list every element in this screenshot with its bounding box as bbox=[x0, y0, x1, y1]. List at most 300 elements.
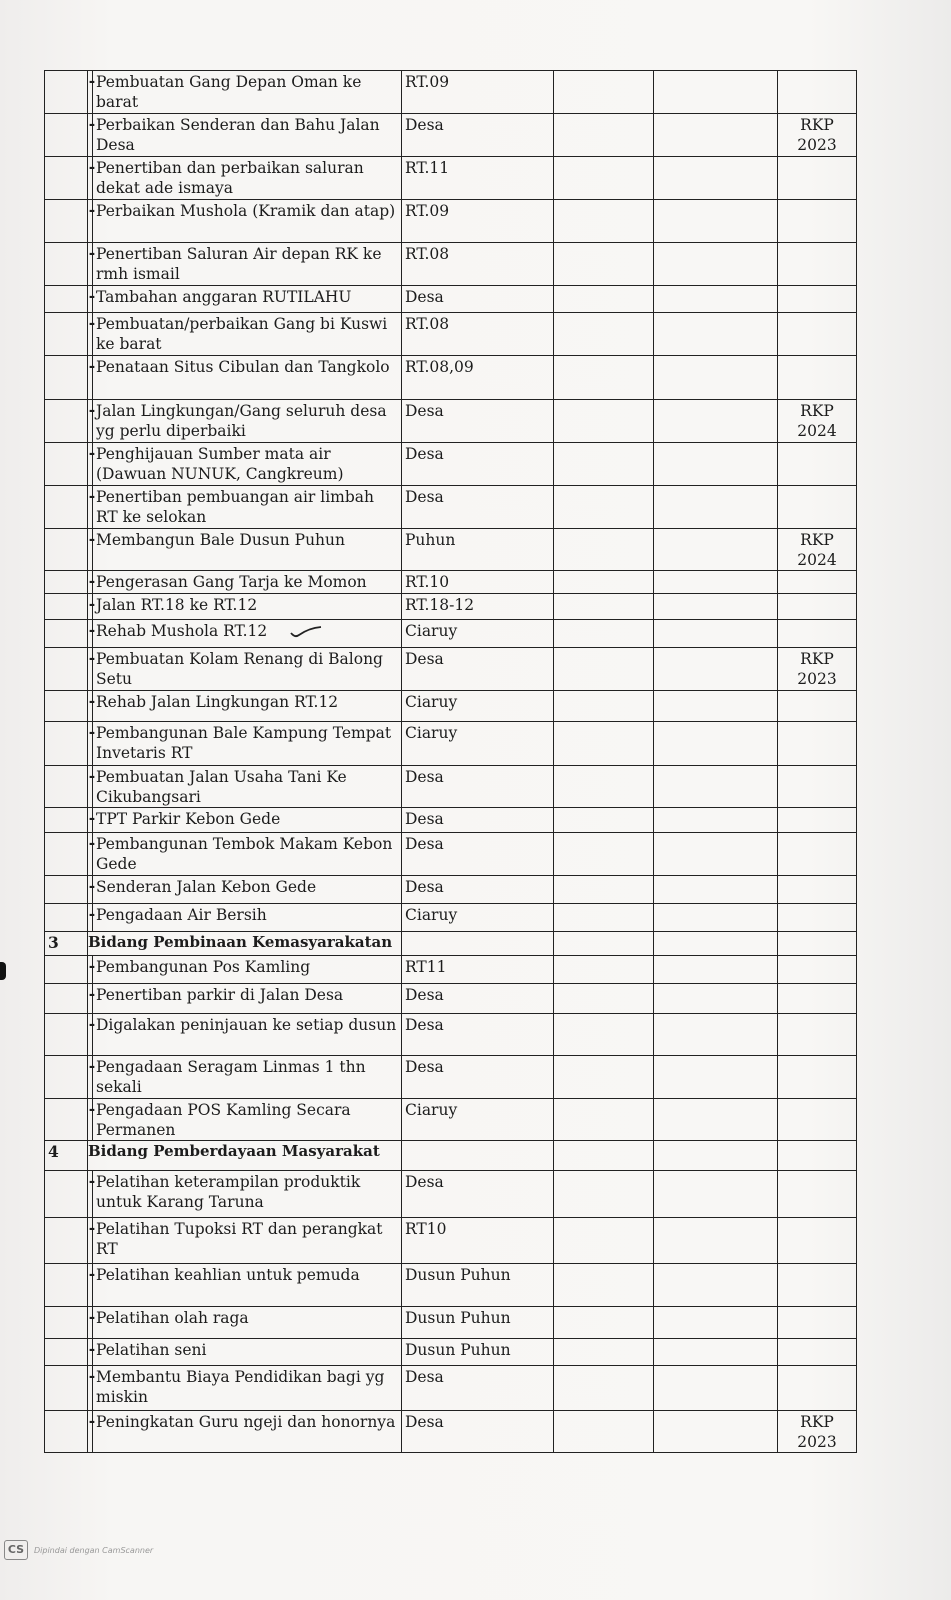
bullet-dash: - bbox=[88, 956, 96, 975]
bullet-dash: - bbox=[88, 876, 96, 895]
note-cell bbox=[778, 1366, 857, 1411]
activity-text: Pelatihan olah raga bbox=[96, 1309, 249, 1327]
empty-cell bbox=[554, 833, 654, 876]
number-cell bbox=[45, 400, 88, 443]
table-row bbox=[45, 648, 857, 691]
note-cell bbox=[778, 1056, 857, 1099]
empty-cell bbox=[554, 313, 654, 356]
activity-text: Pembangunan Tembok Makam Kebon Gede bbox=[96, 835, 393, 873]
location-cell: Desa bbox=[402, 876, 554, 904]
bullet-dash: - bbox=[88, 1171, 96, 1190]
empty-cell bbox=[654, 1307, 778, 1339]
activity-cell bbox=[93, 648, 402, 691]
number-cell bbox=[45, 722, 88, 766]
empty-cell bbox=[654, 313, 778, 356]
activity-text: Membangun Bale Dusun Puhun bbox=[96, 531, 346, 549]
note-cell bbox=[778, 1171, 857, 1218]
empty-cell bbox=[554, 1411, 654, 1453]
table-row bbox=[45, 1171, 857, 1218]
activity-text: Penertiban Saluran Air depan RK ke rmh ismail bbox=[96, 245, 382, 283]
empty-cell bbox=[554, 876, 654, 904]
section-row bbox=[45, 932, 857, 956]
number-cell bbox=[45, 1264, 88, 1307]
table-row bbox=[45, 71, 857, 114]
location-cell: Puhun bbox=[402, 529, 554, 571]
number-cell bbox=[45, 833, 88, 876]
number-cell bbox=[45, 1411, 88, 1453]
empty-cell bbox=[654, 71, 778, 114]
empty-cell bbox=[554, 1141, 654, 1171]
empty-cell bbox=[654, 620, 778, 648]
bullet-dash: - bbox=[88, 722, 96, 741]
bullet-dash: - bbox=[88, 594, 96, 613]
section-number: 3 bbox=[45, 932, 88, 956]
table-row bbox=[45, 486, 857, 529]
bullet-dash: - bbox=[88, 808, 96, 827]
number-cell bbox=[45, 984, 88, 1014]
empty-cell bbox=[554, 114, 654, 157]
activity-text: Jalan Lingkungan/Gang seluruh desa yg perlu diperbaiki bbox=[96, 402, 387, 440]
number-cell bbox=[45, 443, 88, 486]
activity-cell bbox=[93, 1171, 402, 1218]
activity-text: Digalakan peninjauan ke setiap dusun bbox=[96, 1016, 397, 1034]
table-row bbox=[45, 766, 857, 808]
empty-cell bbox=[654, 1141, 778, 1171]
note-cell bbox=[778, 243, 857, 286]
bullet-cell bbox=[88, 571, 96, 594]
note-cell: RKP 2023 bbox=[778, 1411, 857, 1453]
note-cell bbox=[778, 1014, 857, 1056]
table-row bbox=[45, 984, 857, 1014]
activity-text: Penertiban pembuangan air limbah RT ke selokan bbox=[96, 488, 375, 526]
activity-cell bbox=[93, 400, 402, 443]
empty-cell bbox=[654, 286, 778, 313]
table-row bbox=[45, 157, 857, 200]
empty-cell bbox=[554, 529, 654, 571]
note-cell bbox=[778, 571, 857, 594]
number-cell bbox=[45, 243, 88, 286]
empty-cell bbox=[654, 443, 778, 486]
activity-text: Pembuatan/perbaikan Gang bi Kuswi ke barat bbox=[96, 315, 388, 353]
note-cell: RKP 2023 bbox=[778, 114, 857, 157]
location-cell: RT.10 bbox=[402, 571, 554, 594]
empty-cell bbox=[554, 808, 654, 833]
note-cell bbox=[778, 71, 857, 114]
note-cell bbox=[778, 1141, 857, 1171]
activity-text: Pembuatan Kolam Renang di Balong Setu bbox=[96, 650, 383, 688]
section-title: Bidang Pembinaan Kemasyarakatan bbox=[88, 932, 402, 956]
empty-cell bbox=[554, 1171, 654, 1218]
note-cell bbox=[778, 1307, 857, 1339]
location-cell: Desa bbox=[402, 486, 554, 529]
bullet-dash: - bbox=[88, 114, 96, 133]
table-row bbox=[45, 114, 857, 157]
empty-cell bbox=[654, 571, 778, 594]
empty-cell bbox=[554, 1307, 654, 1339]
bullet-dash: - bbox=[88, 71, 96, 90]
location-cell: Ciaruy bbox=[402, 1099, 554, 1141]
table-row bbox=[45, 1014, 857, 1056]
location-cell: Ciaruy bbox=[402, 691, 554, 722]
activity-cell bbox=[93, 1014, 402, 1056]
table-row bbox=[45, 1339, 857, 1366]
location-cell: Dusun Puhun bbox=[402, 1339, 554, 1366]
table-row bbox=[45, 1307, 857, 1339]
table-row bbox=[45, 1099, 857, 1141]
table-row bbox=[45, 313, 857, 356]
activity-text: Penghijauan Sumber mata air (Dawuan NUNUK, Cangkreum) bbox=[96, 445, 344, 483]
activity-cell bbox=[93, 808, 402, 833]
number-cell bbox=[45, 594, 88, 620]
location-cell bbox=[402, 932, 554, 956]
number-cell bbox=[45, 766, 88, 808]
empty-cell bbox=[654, 722, 778, 766]
empty-cell bbox=[654, 648, 778, 691]
number-cell bbox=[45, 808, 88, 833]
note-cell bbox=[778, 486, 857, 529]
number-cell bbox=[45, 114, 88, 157]
empty-cell bbox=[554, 400, 654, 443]
note-cell bbox=[778, 904, 857, 932]
location-cell: Desa bbox=[402, 286, 554, 313]
location-cell: Desa bbox=[402, 1411, 554, 1453]
table-row bbox=[45, 1411, 857, 1453]
note-cell bbox=[778, 984, 857, 1014]
note-cell bbox=[778, 876, 857, 904]
activity-cell bbox=[93, 1056, 402, 1099]
location-cell: Dusun Puhun bbox=[402, 1264, 554, 1307]
activity-text: Pengerasan Gang Tarja ke Momon bbox=[96, 573, 367, 591]
empty-cell bbox=[654, 876, 778, 904]
bullet-dash: - bbox=[88, 486, 96, 505]
number-cell bbox=[45, 286, 88, 313]
empty-cell bbox=[554, 620, 654, 648]
bullet-dash: - bbox=[88, 356, 96, 375]
number-cell bbox=[45, 486, 88, 529]
empty-cell bbox=[554, 1099, 654, 1141]
bullet-dash: - bbox=[88, 904, 96, 923]
table-row bbox=[45, 356, 857, 400]
empty-cell bbox=[654, 356, 778, 400]
empty-cell bbox=[554, 766, 654, 808]
empty-cell bbox=[554, 356, 654, 400]
number-cell bbox=[45, 876, 88, 904]
activity-cell bbox=[93, 486, 402, 529]
activity-text: Pelatihan keahlian untuk pemuda bbox=[96, 1266, 360, 1284]
table-row bbox=[45, 400, 857, 443]
empty-cell bbox=[654, 157, 778, 200]
activity-cell bbox=[93, 876, 402, 904]
empty-cell bbox=[554, 71, 654, 114]
empty-cell bbox=[554, 286, 654, 313]
empty-cell bbox=[654, 594, 778, 620]
location-cell: RT.11 bbox=[402, 157, 554, 200]
number-cell bbox=[45, 1218, 88, 1264]
activity-cell bbox=[93, 691, 402, 722]
bullet-dash: - bbox=[88, 443, 96, 462]
activity-cell bbox=[93, 1366, 402, 1411]
section-number: 4 bbox=[45, 1141, 88, 1171]
bullet-dash: - bbox=[88, 1056, 96, 1075]
number-cell bbox=[45, 529, 88, 571]
location-cell: Desa bbox=[402, 114, 554, 157]
location-cell: Ciaruy bbox=[402, 904, 554, 932]
bullet-dash: - bbox=[88, 571, 96, 590]
activity-text: Penertiban parkir di Jalan Desa bbox=[96, 986, 344, 1004]
activity-text: Rehab Mushola RT.12 bbox=[96, 622, 268, 640]
empty-cell bbox=[654, 1218, 778, 1264]
note-cell bbox=[778, 833, 857, 876]
bullet-dash: - bbox=[88, 529, 96, 548]
empty-cell bbox=[554, 243, 654, 286]
empty-cell bbox=[654, 529, 778, 571]
activity-cell bbox=[93, 620, 402, 648]
empty-cell bbox=[654, 1339, 778, 1366]
bullet-dash: - bbox=[88, 1014, 96, 1033]
activity-text: Pembuatan Gang Depan Oman ke barat bbox=[96, 73, 362, 111]
note-cell: RKP 2023 bbox=[778, 648, 857, 691]
table-row bbox=[45, 1366, 857, 1411]
bullet-dash: - bbox=[88, 1264, 96, 1283]
note-cell bbox=[778, 157, 857, 200]
location-cell: RT.09 bbox=[402, 200, 554, 243]
punch-hole-mark bbox=[0, 962, 6, 980]
activity-cell bbox=[93, 71, 402, 114]
location-cell: Ciaruy bbox=[402, 620, 554, 648]
note-cell bbox=[778, 722, 857, 766]
number-cell bbox=[45, 620, 88, 648]
number-cell bbox=[45, 157, 88, 200]
number-cell bbox=[45, 200, 88, 243]
table-row bbox=[45, 286, 857, 313]
location-cell: Dusun Puhun bbox=[402, 1307, 554, 1339]
number-cell bbox=[45, 1014, 88, 1056]
bullet-dash: - bbox=[88, 286, 96, 305]
empty-cell bbox=[654, 932, 778, 956]
location-cell: Desa bbox=[402, 766, 554, 808]
bullet-dash: - bbox=[88, 766, 96, 785]
note-cell bbox=[778, 1218, 857, 1264]
activity-text: Jalan RT.18 ke RT.12 bbox=[96, 596, 258, 614]
location-cell: RT10 bbox=[402, 1218, 554, 1264]
activity-text: Peningkatan Guru ngeji dan honornya bbox=[96, 1413, 396, 1431]
activity-text: Pengadaan Seragam Linmas 1 thn sekali bbox=[96, 1058, 366, 1096]
bullet-dash: - bbox=[88, 984, 96, 1003]
activity-cell bbox=[93, 114, 402, 157]
activity-text: Pembuatan Jalan Usaha Tani Ke Cikubangsari bbox=[96, 768, 347, 806]
table-row bbox=[45, 571, 857, 594]
table-row bbox=[45, 620, 857, 648]
table-row bbox=[45, 1218, 857, 1264]
empty-cell bbox=[554, 157, 654, 200]
empty-cell bbox=[554, 443, 654, 486]
empty-cell bbox=[554, 200, 654, 243]
table-row bbox=[45, 1264, 857, 1307]
activity-text: Pengadaan POS Kamling Secara Permanen bbox=[96, 1101, 351, 1139]
empty-cell bbox=[554, 932, 654, 956]
table-row bbox=[45, 243, 857, 286]
activity-cell bbox=[93, 833, 402, 876]
empty-cell bbox=[654, 200, 778, 243]
table-row bbox=[45, 876, 857, 904]
note-cell bbox=[778, 1339, 857, 1366]
empty-cell bbox=[654, 808, 778, 833]
activity-text: Perbaikan Mushola (Kramik dan atap) bbox=[96, 202, 396, 220]
number-cell bbox=[45, 648, 88, 691]
bullet-dash: - bbox=[88, 243, 96, 262]
note-cell bbox=[778, 313, 857, 356]
note-cell: RKP 2024 bbox=[778, 400, 857, 443]
activity-cell bbox=[93, 1099, 402, 1141]
number-cell bbox=[45, 313, 88, 356]
note-cell bbox=[778, 691, 857, 722]
number-cell bbox=[45, 1339, 88, 1366]
bullet-dash: - bbox=[88, 833, 96, 852]
scanner-footer bbox=[4, 1540, 153, 1560]
empty-cell bbox=[554, 956, 654, 984]
location-cell: Desa bbox=[402, 984, 554, 1014]
empty-cell bbox=[654, 904, 778, 932]
number-cell bbox=[45, 691, 88, 722]
empty-cell bbox=[654, 766, 778, 808]
bullet-dash: - bbox=[88, 1411, 96, 1430]
activity-text: Tambahan anggaran RUTILAHU bbox=[96, 288, 352, 306]
number-cell bbox=[45, 1307, 88, 1339]
note-cell bbox=[778, 286, 857, 313]
empty-cell bbox=[554, 984, 654, 1014]
activity-cell bbox=[93, 1264, 402, 1307]
number-cell bbox=[45, 956, 88, 984]
empty-cell bbox=[554, 1014, 654, 1056]
activity-text: Pelatihan seni bbox=[96, 1341, 207, 1359]
table-row bbox=[45, 833, 857, 876]
table-row bbox=[45, 443, 857, 486]
bullet-dash: - bbox=[88, 157, 96, 176]
bullet-dash: - bbox=[88, 200, 96, 219]
empty-cell bbox=[554, 571, 654, 594]
empty-cell bbox=[654, 1366, 778, 1411]
table-row bbox=[45, 722, 857, 766]
bullet-dash: - bbox=[88, 1099, 96, 1118]
bullet-dash: - bbox=[88, 400, 96, 419]
activity-cell bbox=[93, 443, 402, 486]
table-row bbox=[45, 1056, 857, 1099]
empty-cell bbox=[654, 956, 778, 984]
empty-cell bbox=[654, 1099, 778, 1141]
table-row bbox=[45, 594, 857, 620]
location-cell: Desa bbox=[402, 400, 554, 443]
empty-cell bbox=[654, 833, 778, 876]
activity-cell bbox=[93, 722, 402, 766]
empty-cell bbox=[654, 114, 778, 157]
activity-cell bbox=[93, 356, 402, 400]
activity-cell bbox=[93, 1411, 402, 1453]
number-cell bbox=[45, 904, 88, 932]
note-cell bbox=[778, 594, 857, 620]
empty-cell bbox=[654, 691, 778, 722]
activity-cell bbox=[93, 766, 402, 808]
activity-cell bbox=[93, 1339, 402, 1366]
location-cell: RT.18-12 bbox=[402, 594, 554, 620]
activity-text: TPT Parkir Kebon Gede bbox=[96, 810, 281, 828]
number-cell bbox=[45, 1171, 88, 1218]
number-cell bbox=[45, 1056, 88, 1099]
empty-cell bbox=[554, 1218, 654, 1264]
bullet-dash: - bbox=[88, 313, 96, 332]
bullet-dash: - bbox=[88, 648, 96, 667]
empty-cell bbox=[654, 984, 778, 1014]
empty-cell bbox=[554, 486, 654, 529]
scanner-caption: Dipindai dengan CamScanner bbox=[34, 1545, 154, 1555]
note-cell bbox=[778, 766, 857, 808]
activity-text: Perbaikan Senderan dan Bahu Jalan Desa bbox=[96, 116, 380, 154]
location-cell: RT.08,09 bbox=[402, 356, 554, 400]
empty-cell bbox=[554, 1056, 654, 1099]
activity-text: Pelatihan keterampilan produktik untuk Karang Taruna bbox=[96, 1173, 361, 1211]
camscanner-logo: CS bbox=[4, 1540, 28, 1560]
table-row bbox=[45, 956, 857, 984]
number-cell bbox=[45, 1366, 88, 1411]
number-cell bbox=[45, 1099, 88, 1141]
location-cell: Desa bbox=[402, 648, 554, 691]
empty-cell bbox=[654, 400, 778, 443]
activity-cell bbox=[93, 594, 402, 620]
activity-cell bbox=[93, 1218, 402, 1264]
section-row bbox=[45, 1141, 857, 1171]
table-row bbox=[45, 529, 857, 571]
bullet-dash: - bbox=[88, 1339, 96, 1358]
note-cell: RKP 2024 bbox=[778, 529, 857, 571]
activity-text: Pengadaan Air Bersih bbox=[96, 906, 267, 924]
location-cell: Desa bbox=[402, 1056, 554, 1099]
empty-cell bbox=[554, 648, 654, 691]
activity-text: Rehab Jalan Lingkungan RT.12 bbox=[96, 693, 339, 711]
empty-cell bbox=[554, 1264, 654, 1307]
note-cell bbox=[778, 443, 857, 486]
activity-text: Pembangunan Bale Kampung Tempat Invetaris RT bbox=[96, 724, 392, 762]
note-cell bbox=[778, 1099, 857, 1141]
location-cell: RT.08 bbox=[402, 243, 554, 286]
location-cell: Desa bbox=[402, 1366, 554, 1411]
location-cell: Ciaruy bbox=[402, 722, 554, 766]
location-cell: Desa bbox=[402, 1014, 554, 1056]
location-cell bbox=[402, 1141, 554, 1171]
bullet-dash: - bbox=[88, 1218, 96, 1237]
empty-cell bbox=[554, 904, 654, 932]
empty-cell bbox=[554, 1339, 654, 1366]
activity-cell bbox=[93, 904, 402, 932]
location-cell: Desa bbox=[402, 808, 554, 833]
activity-cell bbox=[93, 157, 402, 200]
empty-cell bbox=[654, 1411, 778, 1453]
location-cell: Desa bbox=[402, 833, 554, 876]
section-title: Bidang Pemberdayaan Masyarakat bbox=[88, 1141, 402, 1171]
activity-text: Penertiban dan perbaikan saluran dekat ade ismaya bbox=[96, 159, 364, 197]
activity-cell bbox=[93, 529, 402, 571]
activity-text: Senderan Jalan Kebon Gede bbox=[96, 878, 317, 896]
empty-cell bbox=[554, 691, 654, 722]
empty-cell bbox=[654, 1171, 778, 1218]
location-cell: RT.09 bbox=[402, 71, 554, 114]
empty-cell bbox=[554, 594, 654, 620]
activity-table-body bbox=[45, 71, 857, 1453]
number-cell bbox=[45, 571, 88, 594]
activity-cell bbox=[93, 286, 402, 313]
table-row bbox=[45, 200, 857, 243]
empty-cell bbox=[654, 243, 778, 286]
activity-text: Pembangunan Pos Kamling bbox=[96, 958, 311, 976]
empty-cell bbox=[554, 1366, 654, 1411]
